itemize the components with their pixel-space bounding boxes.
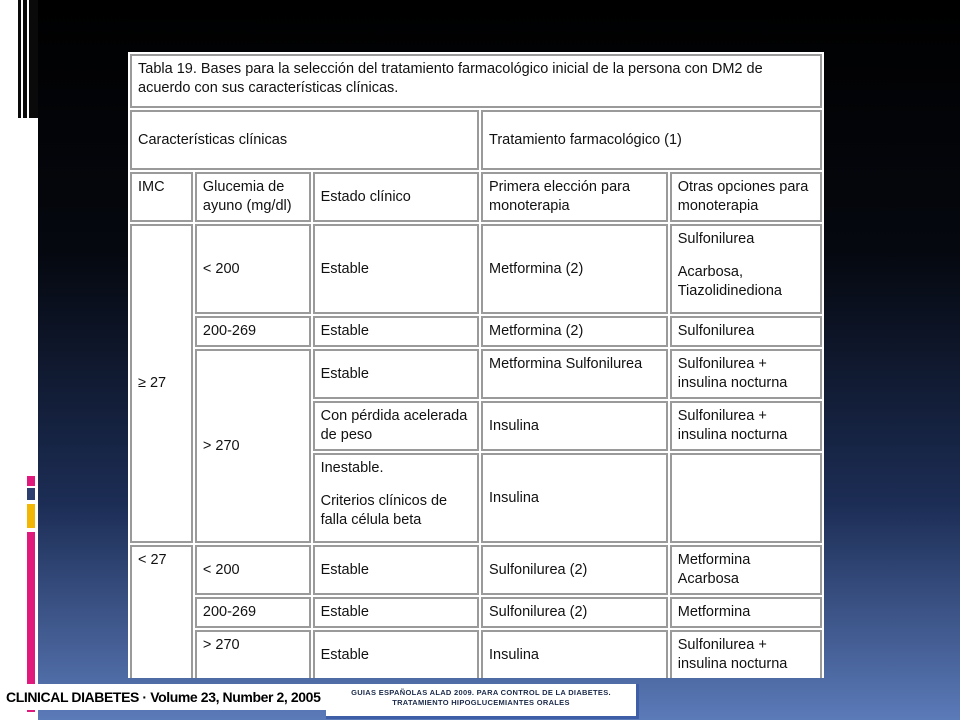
estado-cell: Estable (313, 630, 479, 678)
primera-cell: Insulina (481, 630, 668, 678)
estado-cell (313, 453, 479, 543)
otras-option: Sulfonilurea (677, 231, 755, 247)
otras-cell: Metformina (670, 597, 822, 628)
otras-cell (670, 224, 822, 314)
estado-cell: Estable (313, 224, 479, 314)
primera-cell: Metformina (2) (481, 224, 668, 314)
table-title: Tabla 19. Bases para la selección del tratamiento farmacológico inicial de la persona con DM2 de acuerdo con sus características clínicas. (130, 54, 822, 108)
primera-cell: Insulina (481, 453, 668, 543)
glucose-cell: > 270 (195, 349, 311, 543)
decorative-block-pink (27, 476, 35, 486)
primera-cell: Sulfonilurea (2) (481, 545, 668, 595)
header-primera: Primera elección para monoterapia (481, 172, 668, 222)
primera-cell: Insulina (481, 401, 668, 451)
header-caracteristicas: Características clínicas (130, 110, 479, 170)
treatment-table-figure (128, 52, 824, 678)
glucose-cell: 200-269 (195, 316, 311, 347)
header-glucemia: Glucemia de ayuno (mg/dl) (195, 172, 311, 222)
primera-cell: Metformina (2) (481, 316, 668, 347)
guide-caption-line: GUIAS ESPAÑOLAS ALAD 2009. PARA CONTROL DE LA DIABETES. (351, 688, 611, 697)
guide-caption (326, 684, 639, 719)
imc-cell: ≥ 27 (130, 224, 193, 543)
header-otras: Otras opciones para monoterapia (670, 172, 822, 222)
decorative-bar (23, 0, 27, 118)
citation-caption: CLINICAL DIABETES · Volume 23, Number 2, 2005 (0, 684, 332, 710)
header-tratamiento: Tratamiento farmacológico (1) (481, 110, 822, 170)
decorative-block-navy (27, 488, 35, 500)
otras-cell: Sulfonilurea + insulina nocturna (670, 349, 822, 399)
slide-left-margin (0, 0, 38, 720)
guide-caption-line: TRATAMIENTO HIPOGLUCEMIANTES ORALES (392, 698, 570, 707)
glucose-cell: > 270 (195, 630, 311, 678)
imc-cell: < 27 (130, 545, 193, 678)
decorative-bar (29, 0, 38, 118)
treatment-table (128, 52, 824, 678)
primera-cell: Metformina Sulfonilurea (481, 349, 668, 399)
decorative-bar (18, 0, 21, 118)
estado-cell: Estable (313, 316, 479, 347)
primera-cell: Sulfonilurea (2) (481, 597, 668, 628)
glucose-cell: < 200 (195, 545, 311, 595)
glucose-cell: 200-269 (195, 597, 311, 628)
estado-line: Criterios clínicos de falla célula beta (320, 493, 448, 528)
otras-cell: Sulfonilurea + insulina nocturna (670, 630, 822, 678)
otras-cell: Metformina Acarbosa (670, 545, 822, 595)
header-imc: IMC (130, 172, 193, 222)
estado-cell: Estable (313, 597, 479, 628)
glucose-cell: < 200 (195, 224, 311, 314)
estado-line: Inestable. (320, 460, 384, 476)
estado-cell: Con pérdida acelerada de peso (313, 401, 479, 451)
estado-cell: Estable (313, 349, 479, 399)
header-estado: Estado clínico (313, 172, 479, 222)
otras-cell: Sulfonilurea + insulina nocturna (670, 401, 822, 451)
decorative-block-yellow (27, 504, 35, 528)
otras-option: Acarbosa, Tiazolidinediona (677, 264, 782, 299)
estado-cell: Estable (313, 545, 479, 595)
otras-cell: Sulfonilurea (670, 316, 822, 347)
otras-cell (670, 453, 822, 543)
